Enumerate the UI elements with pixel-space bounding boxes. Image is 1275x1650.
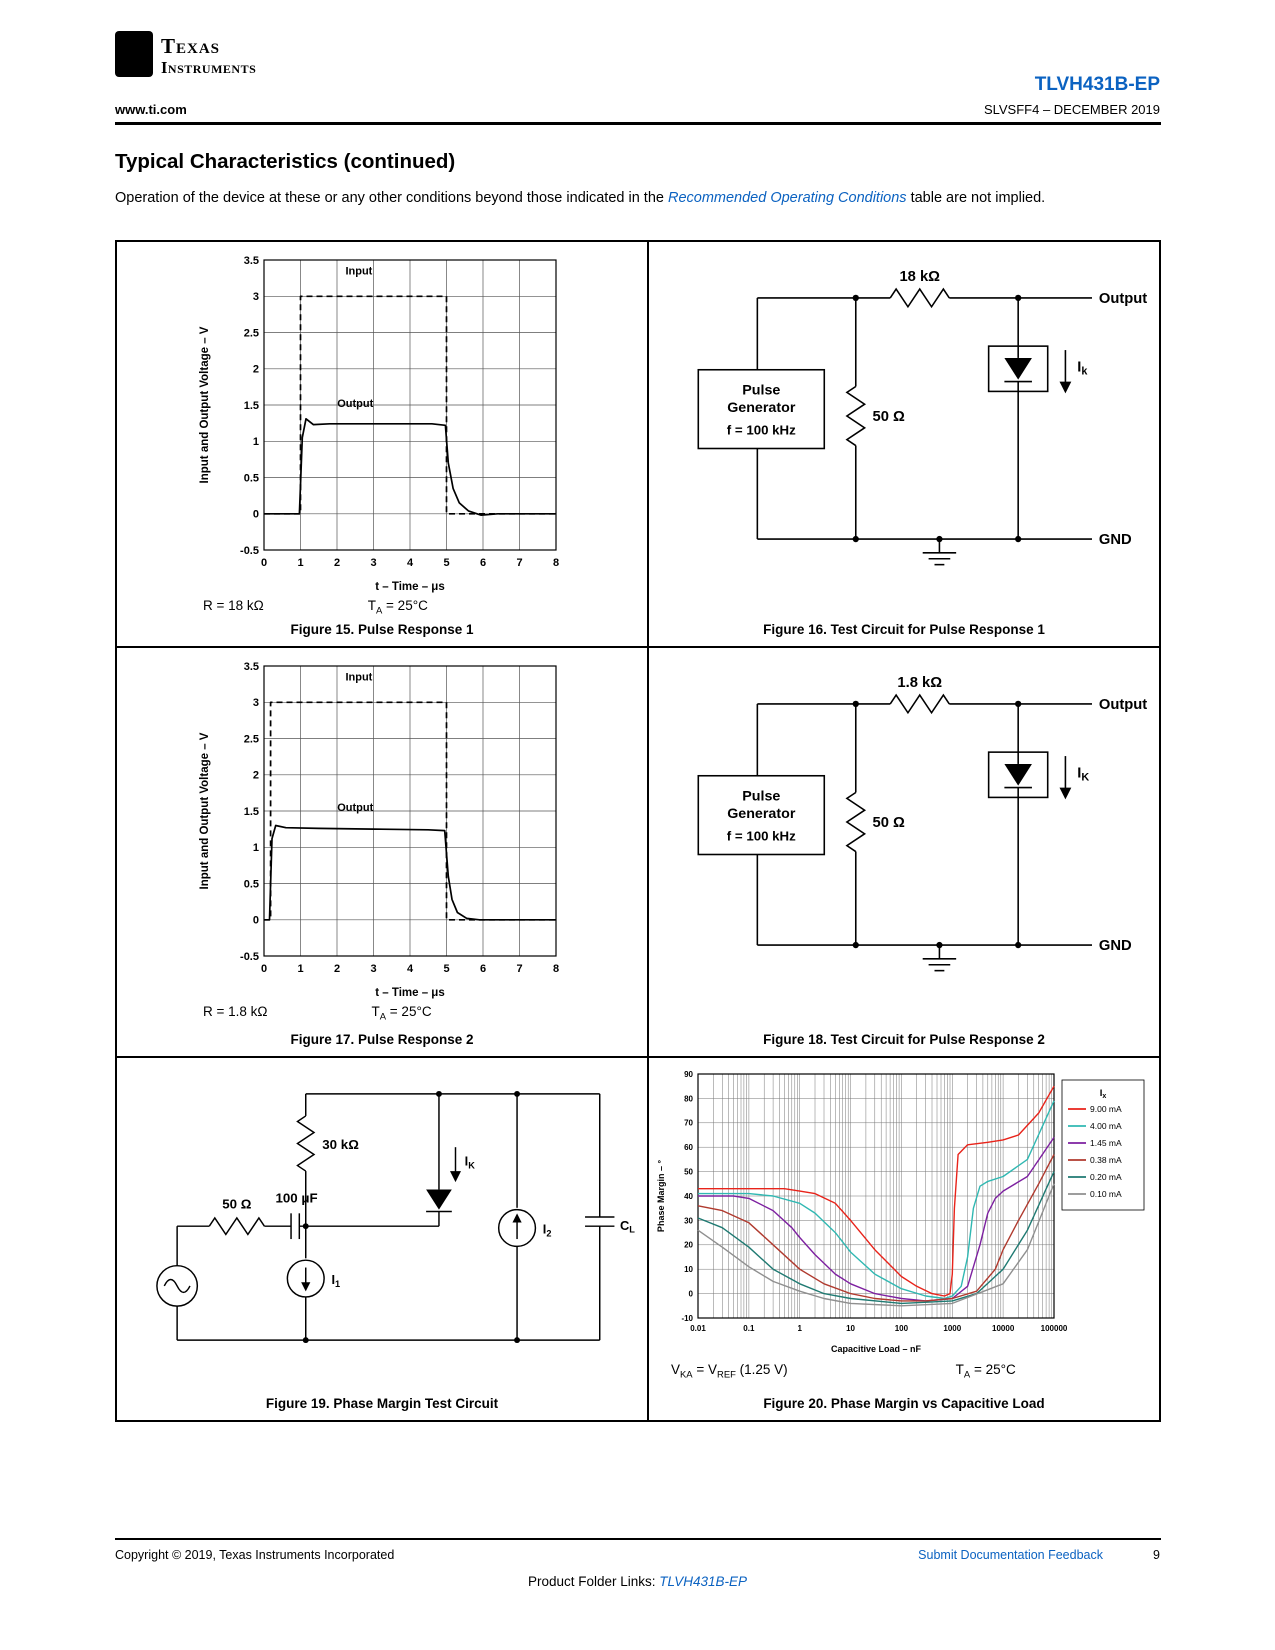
svg-text:3: 3 — [370, 557, 377, 569]
svg-text:8: 8 — [552, 963, 560, 975]
svg-text:10000: 10000 — [992, 1324, 1015, 1333]
svg-text:5: 5 — [443, 557, 450, 569]
svg-text:1: 1 — [797, 1324, 802, 1333]
ti-logo-mark-text: ti — [125, 41, 143, 74]
pulse-response-1-test-circuit — [654, 252, 1154, 582]
ti-logo — [113, 26, 323, 84]
fig16-resistor-label: 18 kΩ — [899, 269, 941, 286]
fig19-cl-label: $C_L$ — [619, 1217, 635, 1235]
svg-text:2: 2 — [333, 557, 341, 569]
fig18-caption: Figure 18. Test Circuit for Pulse Response 2 — [763, 1032, 1045, 1047]
fig16-pg-line2: Generator — [727, 400, 796, 417]
figure-20-panel — [649, 1058, 1159, 1420]
svg-text:0.01: 0.01 — [690, 1324, 706, 1333]
shunt-regulator-triangle — [1004, 764, 1032, 786]
intro-paragraph — [115, 188, 1161, 210]
fig18-ik-label: $I_K$ — [1077, 765, 1090, 784]
fig16-output-label: Output — [1098, 290, 1148, 307]
fig18-pg-line2: Generator — [727, 806, 796, 823]
fig17-conditions — [123, 1004, 641, 1023]
svg-text:-0.5: -0.5 — [240, 950, 259, 963]
figure-15-panel — [117, 242, 649, 648]
intro-text-after: table are not implied. — [906, 190, 1046, 206]
svg-text:40: 40 — [684, 1191, 693, 1201]
svg-text:3: 3 — [252, 697, 259, 710]
fig15-caption: Figure 15. Pulse Response 1 — [290, 622, 474, 637]
svg-text:7: 7 — [516, 963, 523, 975]
fig16-50ohm-label: 50 Ω — [872, 408, 905, 425]
phase-margin-test-circuit — [122, 1068, 642, 1366]
svg-text:-10: -10 — [681, 1313, 693, 1323]
fig19-i1-label: $I_1$ — [331, 1272, 341, 1289]
footer-rule — [115, 1538, 1161, 1540]
i1-arrowhead — [301, 1282, 310, 1291]
svg-text:8: 8 — [552, 557, 560, 569]
pulse-response-2-chart — [192, 656, 572, 1002]
fig15-conditions — [123, 598, 641, 617]
svg-text:6: 6 — [479, 557, 487, 569]
svg-text:3.5: 3.5 — [243, 254, 259, 267]
logo-instruments: Instruments — [161, 58, 257, 77]
fig15-cond-t: $T_A = 25^\circ C$ — [367, 598, 428, 617]
svg-text:0.5: 0.5 — [243, 878, 259, 891]
svg-text:30: 30 — [684, 1216, 693, 1226]
fig17-cond-t: $T_A = 25^\circ C$ — [371, 1004, 432, 1023]
svg-text:Output: Output — [337, 398, 374, 411]
svg-text:0: 0 — [260, 557, 268, 569]
svg-text:50: 50 — [684, 1167, 693, 1177]
fig19-ik-label: $I_K$ — [464, 1153, 475, 1171]
pulse-response-1-chart — [192, 250, 572, 596]
circuit-nodes — [301, 1091, 521, 1343]
fig19-caption: Figure 19. Phase Margin Test Circuit — [265, 1396, 499, 1411]
resistor-18k — [890, 289, 949, 307]
shunt-regulator-triangle — [1004, 358, 1032, 380]
svg-text:0: 0 — [252, 508, 259, 521]
svg-text:2: 2 — [252, 769, 259, 782]
svg-text:0: 0 — [260, 963, 268, 975]
svg-text:Input: Input — [345, 265, 373, 278]
svg-text:20: 20 — [684, 1240, 693, 1250]
svg-text:1.45 mA: 1.45 mA — [1090, 1138, 1122, 1148]
fig18-resistor-label: 1.8 kΩ — [897, 675, 943, 692]
svg-text:0: 0 — [688, 1289, 693, 1299]
svg-text:Output: Output — [337, 802, 374, 814]
fig19-i2-label: $I_2$ — [542, 1221, 552, 1239]
fig20-caption: Figure 20. Phase Margin vs Capacitive Load — [763, 1396, 1045, 1411]
fig16-gnd-label: GND — [1098, 531, 1132, 548]
svg-text:Ix: $I_x$ — [1099, 1088, 1107, 1100]
resistor-50ohm — [209, 1218, 264, 1235]
fig18-pg-line3: f = 100 kHz — [726, 828, 796, 844]
fig19-30k-label: 30 kΩ — [322, 1137, 359, 1153]
fig19-50ohm-label: 50 Ω — [222, 1196, 252, 1212]
svg-text:1.5: 1.5 — [243, 399, 259, 412]
fig16-ik-label: $I_k$ — [1077, 359, 1088, 378]
pulse-response-2-test-circuit — [654, 658, 1154, 988]
svg-text:4: 4 — [406, 557, 414, 569]
phase-margin-chart — [654, 1066, 1154, 1358]
figure-17-panel — [117, 648, 649, 1058]
svg-text:Input and Output Voltage – V: Input and Output Voltage – V — [199, 326, 211, 484]
svg-text:Capacitive Load – nF: Capacitive Load – nF — [830, 1344, 922, 1354]
svg-text:0.20 mA: 0.20 mA — [1090, 1172, 1122, 1182]
svg-text:3: 3 — [370, 963, 377, 975]
svg-text:2: 2 — [252, 363, 259, 376]
fig16-pg-line1: Pulse — [742, 382, 781, 399]
part-number: TLVH431B-EP — [1034, 74, 1160, 95]
resistor-50ohm — [847, 792, 865, 851]
svg-text:Input and Output Voltage – V: Input and Output Voltage – V — [199, 732, 211, 890]
svg-text:t – Time – μs: t – Time – μs — [375, 987, 445, 999]
fig20-cond-v: $V_{KA} = V_{REF}$ (1.25 V) — [671, 1362, 788, 1381]
svg-text:-0.5: -0.5 — [240, 544, 259, 557]
circuit-wires — [157, 1094, 615, 1340]
svg-text:2.5: 2.5 — [243, 733, 259, 746]
svg-text:100000: 100000 — [1040, 1324, 1068, 1333]
svg-text:80: 80 — [684, 1094, 693, 1104]
svg-text:10: 10 — [684, 1265, 693, 1275]
svg-text:3: 3 — [252, 291, 259, 304]
svg-text:Phase Margin – °: Phase Margin – ° — [656, 1159, 666, 1233]
svg-text:2: 2 — [333, 963, 341, 975]
fig16-pg-line3: f = 100 kHz — [726, 422, 796, 438]
fig18-gnd-label: GND — [1098, 937, 1132, 954]
product-folder-link[interactable]: TLVH431B-EP — [659, 1574, 748, 1589]
fig17-caption: Figure 17. Pulse Response 2 — [290, 1032, 474, 1047]
ik-arrowhead — [450, 1171, 461, 1182]
svg-text:0.38 mA: 0.38 mA — [1090, 1155, 1122, 1165]
svg-text:0: 0 — [252, 914, 259, 927]
svg-text:4: 4 — [406, 963, 414, 975]
svg-text:1.5: 1.5 — [243, 805, 259, 818]
resistor-1k8 — [890, 695, 949, 713]
figure-18-panel — [649, 648, 1159, 1058]
svg-text:90: 90 — [684, 1069, 693, 1079]
fig20-conditions — [655, 1362, 1153, 1381]
svg-text:t – Time – μs: t – Time – μs — [375, 581, 445, 593]
svg-text:5: 5 — [443, 963, 450, 975]
submit-documentation-feedback-link[interactable]: Submit Documentation Feedback — [918, 1548, 1103, 1562]
svg-text:1: 1 — [252, 842, 259, 855]
fig18-50ohm-label: 50 Ω — [872, 814, 905, 831]
fig15-cond-r: R = 18 kΩ — [203, 598, 264, 613]
section-title: Typical Characteristics (continued) — [115, 150, 456, 173]
i2-arrowhead — [512, 1213, 521, 1222]
page-number: 9 — [1153, 1548, 1160, 1562]
svg-text:60: 60 — [684, 1143, 693, 1153]
fig18-output-label: Output — [1098, 696, 1148, 713]
svg-text:2.5: 2.5 — [243, 327, 259, 340]
svg-text:10: 10 — [846, 1324, 856, 1333]
fig20-cond-t: $T_A = 25^\circ C$ — [955, 1362, 1016, 1381]
fig18-pg-line1: Pulse — [742, 788, 781, 805]
svg-text:1: 1 — [252, 436, 259, 449]
svg-text:0.10 mA: 0.10 mA — [1090, 1189, 1122, 1199]
svg-text:1: 1 — [297, 557, 304, 569]
figure-19-panel — [117, 1058, 649, 1420]
figure-grid — [115, 240, 1161, 1422]
fig17-cond-r: R = 1.8 kΩ — [203, 1004, 268, 1019]
ik-arrowhead — [1060, 788, 1072, 800]
fig19-100uF-label: 100 μF — [275, 1190, 318, 1206]
product-folder-line — [0, 1574, 1275, 1589]
fig16-caption: Figure 16. Test Circuit for Pulse Response 1 — [763, 622, 1045, 637]
product-folder-prefix: Product Folder Links: — [527, 1574, 660, 1589]
intro-text-before: Operation of the device at these or any other conditions beyond those indicated in the — [115, 190, 668, 206]
svg-text:1000: 1000 — [943, 1324, 962, 1333]
logo-texas: Texas — [161, 34, 221, 58]
svg-text:1: 1 — [297, 963, 304, 975]
copyright-text: Copyright © 2019, Texas Instruments Incorporated — [115, 1548, 395, 1562]
svg-text:4.00 mA: 4.00 mA — [1090, 1121, 1122, 1131]
resistor-30k — [297, 1116, 314, 1171]
shunt-diode-triangle — [426, 1189, 452, 1209]
recommended-operating-conditions-link[interactable]: Recommended Operating Conditions — [667, 190, 907, 206]
figure-16-panel — [649, 242, 1159, 648]
website: www.ti.com — [115, 102, 187, 117]
svg-text:9.00 mA: 9.00 mA — [1090, 1104, 1122, 1114]
ik-arrowhead — [1060, 382, 1072, 394]
svg-text:3.5: 3.5 — [243, 660, 259, 673]
svg-text:0.1: 0.1 — [743, 1324, 755, 1333]
svg-text:6: 6 — [479, 963, 487, 975]
doc-code: SLVSFF4 – DECEMBER 2019 — [983, 102, 1160, 117]
svg-text:7: 7 — [516, 557, 523, 569]
svg-text:0.5: 0.5 — [243, 472, 259, 485]
svg-text:100: 100 — [894, 1324, 909, 1333]
resistor-50ohm — [847, 386, 865, 445]
svg-text:Input: Input — [345, 671, 373, 684]
ac-source-sine — [164, 1279, 190, 1292]
header-rule — [115, 122, 1161, 125]
svg-text:70: 70 — [684, 1118, 693, 1128]
